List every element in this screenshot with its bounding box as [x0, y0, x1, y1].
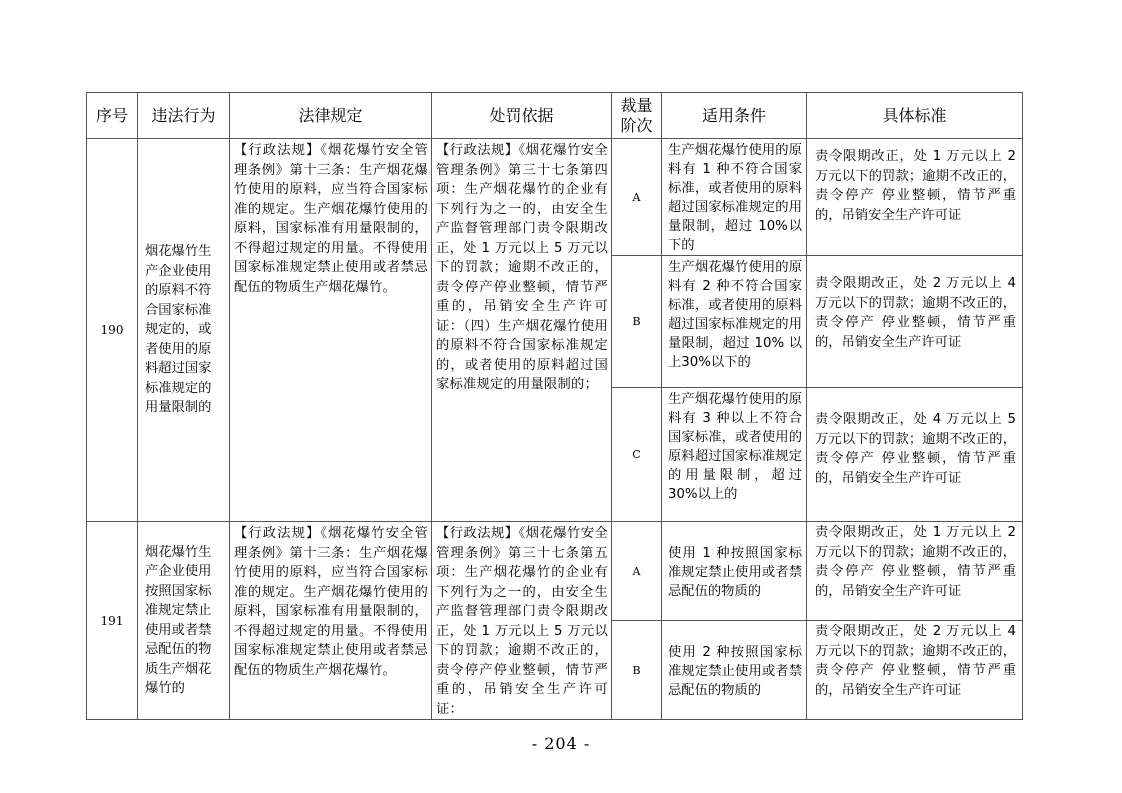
law-text: 【行政法规】《烟花爆竹安全管理条例》第十三条：生产烟花爆竹使用的原料，应当符合国家标准的规定。生产烟花爆竹使用的原料，国家标准有用量限制的，不得超过规定的用量。不得使用国家标准规定禁止使用或者禁忌配伍的物质生产烟花爆竹。 — [234, 526, 428, 678]
violation-text: 烟花爆竹生产企业使用按照国家标准规定禁止使用或者禁忌配伍的物质生产烟花爆竹的 — [145, 544, 212, 696]
law-cell — [230, 139, 432, 522]
condition-cell — [662, 621, 807, 720]
header-law: 法律规定 — [230, 93, 432, 139]
level-cell: B — [612, 256, 662, 388]
condition-cell — [662, 139, 807, 256]
condition-cell — [662, 388, 807, 522]
header-penalty-basis: 处罚依据 — [432, 93, 612, 139]
violation-cell — [138, 139, 230, 522]
seq-cell: 190 — [87, 139, 138, 522]
violation-text: 烟花爆竹生产企业使用的原料不符合国家标准规定的，或者使用的原料超过国家标准规定的用量限制的 — [145, 244, 212, 416]
standard-text: 责令限期改正，处 4 万元以上 5 万元以下的罚款；逾期不改正的，责令停产 停业整顿，情节严重的，吊销安全生产许可证 — [815, 412, 1016, 486]
table-row — [87, 522, 1023, 621]
table-row — [87, 139, 1023, 256]
penalty-basis-text: 【行政法规】《烟花爆竹安全管理条例》第三十七条第四项：生产烟花爆竹的企业有下列行为之一的，由安全生产监督管理部门责令限期改正，处 1 万元以上 5 万元以下的罚款；逾期不改正的，责令停产停业整顿，情节严重的，吊销安全生产许可证：（四）生产烟花爆竹使用的原料不符合国家标准规定的，或者使用的原料超过国家标准规定的用量限制的； — [436, 143, 608, 392]
header-seq: 序号 — [87, 93, 138, 139]
standard-cell — [807, 388, 1023, 522]
penalty-basis-text: 【行政法规】《烟花爆竹安全管理条例》第三十七条第五项：生产烟花爆竹的企业有下列行为之一的，由安全生产监督管理部门责令限期改正，处 1 万元以上 5 万元以下的罚款；逾期不改正的，责令停产停业整顿，情节严重的，吊销安全生产许可证： — [436, 526, 608, 717]
standard-cell — [807, 256, 1023, 388]
header-violation: 违法行为 — [138, 93, 230, 139]
penalty-standard-table — [86, 92, 1023, 720]
condition-text: 生产烟花爆竹使用的原料有 1 种不符合国家标准，或者使用的原料超过国家标准规定的用量限制，超过 10%以下的 — [668, 143, 802, 253]
page-number: - 204 - — [531, 734, 591, 753]
standard-text: 责令限期改正，处 2 万元以上 4 万元以下的罚款；逾期不改正的，责令停产 停业整顿，情节严重的，吊销安全生产许可证 — [815, 276, 1016, 350]
condition-cell — [662, 522, 807, 621]
standard-text: 责令限期改正，处 1 万元以上 2 万元以下的罚款；逾期不改正的，责令停产 停业整顿，情节严重的，吊销安全生产许可证 — [815, 149, 1016, 223]
level-cell: A — [612, 522, 662, 621]
violation-cell — [138, 522, 230, 720]
seq-cell: 191 — [87, 522, 138, 720]
condition-text: 生产烟花爆竹使用的原料有 3 种以上不符合国家标准，或者使用的原料超过国家标准规定的用量限制，超过 30%以上的 — [668, 392, 802, 502]
condition-text: 生产烟花爆竹使用的原料有 2 种不符合国家标准，或者使用的原料超过国家标准规定的用量限制，超过 10% 以上30%以下的 — [668, 260, 802, 370]
standard-cell — [807, 621, 1023, 720]
standard-cell — [807, 522, 1023, 621]
header-level: 裁量阶次 — [612, 93, 662, 139]
level-cell: C — [612, 388, 662, 522]
law-cell — [230, 522, 432, 720]
header-row — [87, 93, 1023, 139]
condition-text: 使用 2 种按照国家标准规定禁止使用或者禁忌配伍的物质的 — [668, 644, 802, 698]
condition-cell — [662, 256, 807, 388]
level-cell: A — [612, 139, 662, 256]
standard-text: 责令限期改正，处 2 万元以上 4 万元以下的罚款；逾期不改正的，责令停产 停业整顿，情节严重的，吊销安全生产许可证 — [815, 624, 1016, 698]
header-condition: 适用条件 — [662, 93, 807, 139]
penalty-basis-cell — [432, 139, 612, 522]
law-text: 【行政法规】《烟花爆竹安全管理条例》第十三条：生产烟花爆竹使用的原料，应当符合国家标准的规定。生产烟花爆竹使用的原料，国家标准有用量限制的，不得超过规定的用量。不得使用国家标准规定禁止使用或者禁忌配伍的物质生产烟花爆竹。 — [234, 143, 428, 295]
standard-text: 责令限期改正，处 1 万元以上 2 万元以下的罚款；逾期不改正的，责令停产 停业整顿，情节严重的，吊销安全生产许可证 — [815, 525, 1016, 599]
condition-text: 使用 1 种按照国家标准规定禁止使用或者禁忌配伍的物质的 — [668, 545, 802, 599]
header-standard: 具体标准 — [807, 93, 1023, 139]
level-cell: B — [612, 621, 662, 720]
penalty-basis-cell — [432, 522, 612, 720]
standard-cell — [807, 139, 1023, 256]
